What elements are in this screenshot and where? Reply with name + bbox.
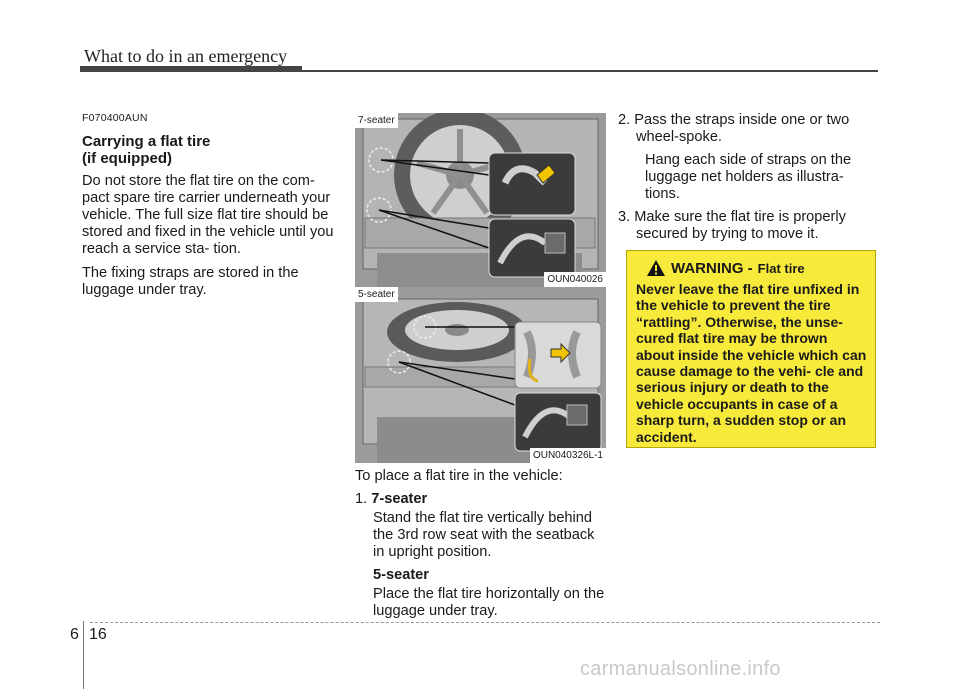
section-heading-line2: (if equipped) [82,150,172,167]
section-heading-line1: Carrying a flat tire [82,133,211,150]
warning-box [626,250,876,448]
figure-7-seater-code: OUN040026 [544,272,606,287]
column-steps [618,112,880,249]
step2-text: 2. Pass the straps inside one or two wheel-spoke. [618,112,850,145]
step2-sub-text: Hang each side of straps on the luggage net holders as illustra- tions. [645,152,852,202]
intro-paragraph: Do not store the flat tire on the com- pact spare tire carrier underneath your vehicle. The full size flat tire should be stored and fixed in the vehicle until you reach a service sta- tion. [82,173,334,257]
step1-title: 7-seater [371,491,428,507]
header-rule-thick [80,66,302,72]
figure-5-seater-illustration [355,287,606,463]
warning-body: Never leave the flat tire unfixed in the vehicle to prevent the tire “rattling”. Otherwise, the unse- cured flat tire may be thrown about inside the vehicle which can cause damage to the vehi- cle and serious injury or death to the vehicle occupants in case of a sharp turn, a sudden stop or an accident. [636,281,867,445]
warning-subtitle: Flat tire [757,260,805,276]
footer-dashed-rule [90,622,880,623]
step1b-title: 5-seater [373,567,429,583]
header-rule-thin [302,70,878,72]
figure-7-seater-illustration [355,113,606,287]
figure-5-seater-code: OUN040326L-1 [530,448,606,463]
figure-5-seater [355,287,606,463]
step1-heading [355,491,607,508]
footer-watermark: carmanualsonline.info [580,658,781,680]
step1-text: Stand the flat tire vertically behind the 3rd row seat with the seatback in upright position. [373,510,595,560]
instructions-intro: To place a flat tire in the vehicle: [355,468,563,484]
column-instructions [355,468,607,626]
section-heading [82,133,336,167]
warning-header [646,259,867,277]
chapter-number: 6 [70,626,79,643]
page-header-title: What to do in an emergency [84,46,288,66]
figure-7-seater-label: 7-seater [355,113,398,128]
warning-triangle-icon [646,259,666,277]
warning-title: WARNING - [671,259,753,277]
column-intro [82,110,336,306]
figure-5-seater-label: 5-seater [355,287,398,302]
step1-number: 1. [355,491,368,507]
section-code: F070400AUN [82,112,148,124]
figure-7-seater [355,113,606,287]
step1b-text: Place the flat tire horizontally on the luggage under tray. [373,586,605,619]
page-number: 16 [89,626,107,643]
step3-text: 3. Make sure the flat tire is properly secured by trying to move it. [618,209,846,242]
straps-paragraph: The fixing straps are stored in the luggage under tray. [82,265,299,298]
page-number-divider [83,621,84,689]
